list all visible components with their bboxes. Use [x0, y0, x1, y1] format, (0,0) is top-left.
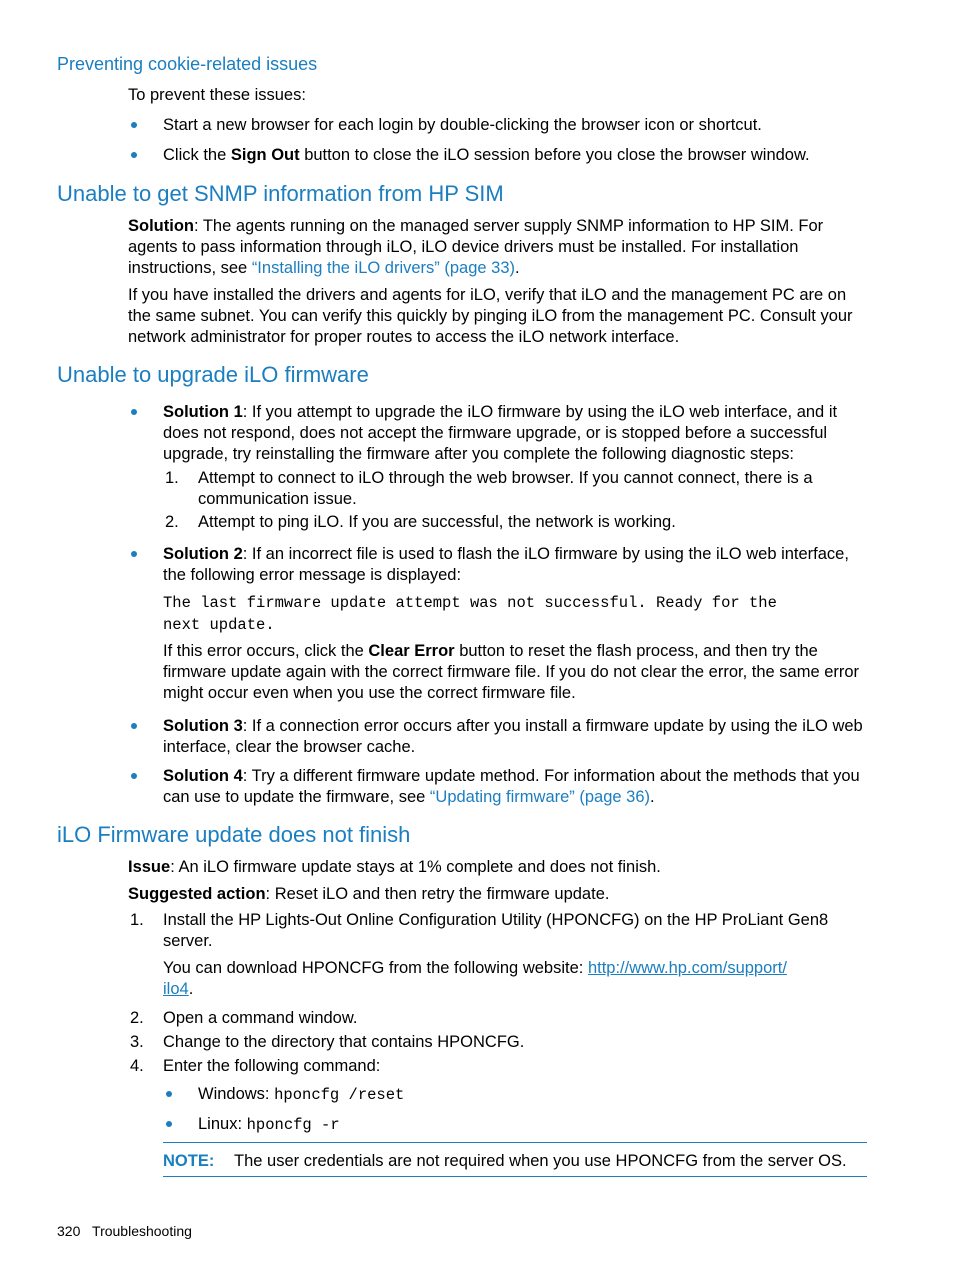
- issue-text: Issue: An iLO firmware update stays at 1% complete and does not finish.: [128, 858, 661, 876]
- step-number: 1.: [165, 469, 179, 487]
- diag-step-2: Attempt to ping iLO. If you are successful, the network is working.: [198, 513, 676, 531]
- solution-2-followup: If this error occurs, click the Clear Error button to reset the flash process, and then try the firmware update again with the correct firmware file. If you do not clear the error, the same error might occur even when you use the correct firmware file.: [163, 642, 860, 702]
- note-bottom-rule: [163, 1176, 867, 1177]
- heading-cookie-issues: Preventing cookie-related issues: [57, 54, 318, 74]
- step-number: 1.: [130, 911, 144, 929]
- note-label: NOTE:: [163, 1152, 215, 1170]
- bullet-icon: [131, 773, 137, 779]
- error-message-line-1: The last firmware update attempt was not successful. Ready for the: [163, 594, 777, 612]
- update-step-3: Change to the directory that contains HPONCFG.: [163, 1033, 525, 1051]
- bullet-icon: [131, 551, 137, 557]
- snmp-solution: Solution: The agents running on the managed server supply SNMP information to HP SIM. For agents to pass information through iLO, iLO device drivers must be installed. For installation instructions, see “Installing the iLO drivers” (page 33).: [128, 217, 824, 277]
- hp-support-link[interactable]: http://www.hp.com/support/: [587, 959, 787, 977]
- cookie-bullet-1: Start a new browser for each login by double-clicking the browser icon or shortcut.: [163, 116, 762, 134]
- hp-support-link-cont[interactable]: ilo4: [163, 980, 189, 998]
- step-number: 3.: [130, 1033, 144, 1051]
- windows-command-code: hponcfg /reset: [274, 1086, 405, 1104]
- linux-command-code: hponcfg -r: [246, 1116, 340, 1134]
- clear-error-term: Clear Error: [368, 642, 455, 660]
- diag-step-1: Attempt to connect to iLO through the web browser. If you cannot connect, there is a communication issue.: [198, 469, 813, 508]
- solution-2: Solution 2: If an incorrect file is used to flash the iLO firmware by using the iLO web interface, the following error message is displayed:: [163, 545, 849, 584]
- heading-update-not-finish: iLO Firmware update does not finish: [57, 822, 411, 847]
- error-message-line-2: next update.: [163, 616, 275, 634]
- step-number: 2.: [165, 513, 179, 531]
- step-number: 4.: [130, 1057, 144, 1075]
- solution-1: Solution 1: If you attempt to upgrade the iLO firmware by using the iLO web interface, and it does not respond, does not accept the firmware upgrade, or is stopped before a successful upgrade, try reinstalling the firmware after you complete the following diagnostic steps:: [163, 403, 838, 463]
- heading-upgrade-firmware: Unable to upgrade iLO firmware: [57, 362, 369, 387]
- update-step-2: Open a command window.: [163, 1009, 358, 1027]
- bullet-icon: [131, 152, 137, 158]
- heading-snmp: Unable to get SNMP information from HP SIM: [57, 181, 504, 206]
- solution-3: Solution 3: If a connection error occurs after you install a firmware update by using the iLO web interface, clear the browser cache.: [163, 717, 863, 756]
- cookie-intro: To prevent these issues:: [128, 86, 306, 104]
- bullet-icon: [131, 723, 137, 729]
- snmp-paragraph-2: If you have installed the drivers and agents for iLO, verify that iLO and the management PC are on the same subnet. You can verify this quickly by pinging iLO from the management PC. Consult your network administrator for proper routes to access the iLO network interface.: [128, 286, 853, 346]
- download-text: You can download HPONCFG from the following website: http://www.hp.com/support/ ilo4.: [163, 959, 787, 998]
- page-footer: [57, 1223, 192, 1239]
- cookie-bullet-2: Click the Sign Out button to close the iLO session before you close the browser window.: [163, 146, 810, 164]
- page-number: 320: [57, 1223, 81, 1239]
- solution-4: Solution 4: Try a different firmware update method. For information about the methods that you can use to update the firmware, see “Updating firmware” (page 36).: [163, 767, 860, 806]
- windows-command: Windows: hponcfg /reset: [198, 1085, 405, 1104]
- note-top-rule: [163, 1142, 867, 1143]
- installing-drivers-link[interactable]: “Installing the iLO drivers” (page 33): [251, 259, 516, 277]
- bullet-icon: [131, 409, 137, 415]
- note-text: The user credentials are not required when you use HPONCFG from the server OS.: [234, 1152, 847, 1170]
- bullet-icon: [166, 1091, 172, 1097]
- suggested-action: Suggested action: Reset iLO and then retry the firmware update.: [128, 885, 610, 903]
- step-number: 2.: [130, 1009, 144, 1027]
- update-step-4: Enter the following command:: [163, 1057, 381, 1075]
- update-step-1: Install the HP Lights-Out Online Configuration Utility (HPONCFG) on the HP ProLiant Gen8 server.: [163, 911, 829, 950]
- bullet-icon: [131, 122, 137, 128]
- bullet-icon: [166, 1121, 172, 1127]
- sign-out-term: Sign Out: [230, 146, 300, 164]
- linux-command: Linux: hponcfg -r: [198, 1115, 340, 1134]
- footer-section: Troubleshooting: [92, 1223, 192, 1239]
- updating-firmware-link[interactable]: “Updating firmware” (page 36): [429, 788, 650, 806]
